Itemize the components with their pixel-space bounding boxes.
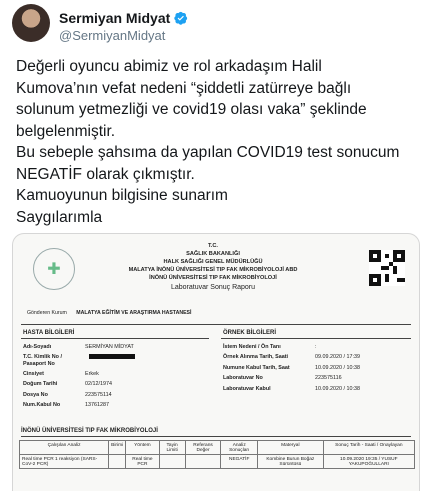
qr-code-icon	[369, 250, 405, 286]
table-cell: Real time PCR 1 reaksiyon (SARS-CoV-2 PCR)	[20, 455, 109, 469]
results-table	[19, 440, 415, 469]
field-label: Doğum Tarihi	[23, 381, 58, 388]
sample-section-title: ÖRNEK BİLGİLERİ	[223, 330, 277, 336]
field-value: 13761287	[85, 402, 109, 409]
table-cell: Kombine Burun Boğaz Sürüntüsü	[258, 455, 324, 469]
sample-info	[223, 344, 413, 392]
field-value: :	[315, 344, 317, 350]
table-row	[20, 455, 415, 469]
field-label: Cinsiyet	[23, 370, 44, 377]
field-value: SERMİYAN MİDYAT	[85, 344, 134, 350]
table-cell: Real time PCR	[126, 455, 159, 469]
table-header: Sonuç Tarih - Saati / Onaylayan	[323, 441, 414, 455]
tweet-header	[12, 4, 412, 44]
divider	[21, 338, 209, 339]
ministry-logo-icon: ✚	[33, 248, 75, 290]
table-cell	[159, 455, 185, 469]
field-label: T.C. Kimlik No / Pasaport No	[23, 354, 62, 367]
tweet-line: Bu sebeple şahsıma da yapılan COVID19 test sonucum	[16, 144, 400, 161]
document-title: Laboratuvar Sonuç Raporu	[170, 284, 256, 291]
tweet-text	[16, 56, 416, 228]
field-value: 10.09.2020 / 10:38	[315, 364, 360, 371]
author-names	[59, 10, 188, 43]
field-label: Numune Kabul Tarih, Saat	[223, 364, 290, 371]
field-value: 223575116	[315, 375, 342, 382]
display-name[interactable]: Sermiyan Midyat	[59, 10, 171, 26]
field-value: 02/12/1974	[85, 381, 112, 388]
tweet-line: Kamuoyunun bilgisine sunarım	[16, 187, 228, 204]
table-header: Materyal	[258, 441, 324, 455]
tweet-line: Kumova’nın vefat nedeni “şiddetli zatürreye bağlı	[16, 79, 352, 97]
verified-badge-icon	[174, 11, 188, 25]
avatar[interactable]	[12, 4, 50, 42]
table-header: Birimi	[109, 441, 126, 455]
field-value: Erkek	[85, 370, 99, 377]
tweet-line: Değerli oyuncu abimiz ve rol arkadaşım Halil	[16, 58, 322, 75]
attached-document-image[interactable]	[12, 233, 420, 491]
field-label: Adı-Soyadı	[23, 344, 52, 350]
field-label: Dosya No	[23, 391, 48, 398]
author-handle[interactable]: @SermiyanMidyat	[59, 28, 166, 43]
table-header: Analiz Sonuçları	[221, 441, 258, 455]
patient-info	[23, 344, 213, 408]
tweet-line: belgelenmiştir.	[16, 122, 116, 140]
tweet-line: solunum yetmezliği ve covid19 olası vaka” şeklinde	[16, 101, 367, 118]
table-header: Yöntem	[126, 441, 159, 455]
divider	[21, 436, 411, 437]
field-value: 09.09.2020 / 17:39	[315, 354, 360, 361]
header-line: İNÖNÜ ÜNİVERSİTESİ TIP FAK MİKROBİYOLOJİ	[149, 275, 277, 281]
tweet-line: Saygılarımla	[16, 208, 103, 226]
header-line: T.C.	[208, 243, 218, 249]
header-line: MALATYA İNÖNÜ ÜNİVERSİTESİ TIP FAK MİKROBİYOLOJİ ABD	[128, 267, 298, 273]
sender-row	[27, 310, 191, 316]
table-cell	[109, 455, 126, 469]
divider	[221, 338, 411, 339]
tweet-line: NEGATİF olarak çıkmıştır.	[16, 165, 195, 183]
table-cell	[185, 455, 221, 469]
header-line: HALK SAĞLIĞI GENEL MÜDÜRLÜĞÜ	[163, 259, 263, 265]
table-header: Çalışılan Analiz	[20, 441, 109, 455]
field-label: Laboratuvar No	[223, 375, 263, 382]
lab-section-title: İNÖNÜ ÜNİVERSİTESİ TIP FAK MİKROBİYOLOJİ	[21, 428, 158, 434]
field-label: Laboratuvar Kabul	[223, 385, 271, 392]
patient-section-title: HASTA BİLGİLERİ	[23, 330, 75, 336]
sender-label: Gönderen Kurum	[27, 310, 67, 316]
field-label: İstem Nedeni / Ön Tanı	[223, 344, 281, 350]
table-cell: NEGATİF	[221, 455, 258, 469]
document-header	[103, 242, 323, 292]
table-header: Referans Değer	[185, 441, 221, 455]
header-line: SAĞLIK BAKANLIĞI	[186, 251, 240, 257]
divider	[21, 324, 411, 325]
field-label: Num.Kabul No	[23, 402, 61, 409]
table-cell: 10.09.2020 19:35 / YUSUF YAKUPOĞULLARI	[323, 455, 414, 469]
redacted-value	[85, 354, 213, 366]
field-value: 223575114	[85, 391, 112, 398]
field-value: 10.09.2020 / 10:38	[315, 385, 360, 392]
sender-value: MALATYA EĞİTİM VE ARAŞTIRMA HASTANESİ	[76, 310, 192, 316]
field-label: Örnek Alınma Tarih, Saati	[223, 354, 289, 361]
table-header-row	[20, 441, 415, 455]
table-header: Tayin Limiti	[159, 441, 185, 455]
